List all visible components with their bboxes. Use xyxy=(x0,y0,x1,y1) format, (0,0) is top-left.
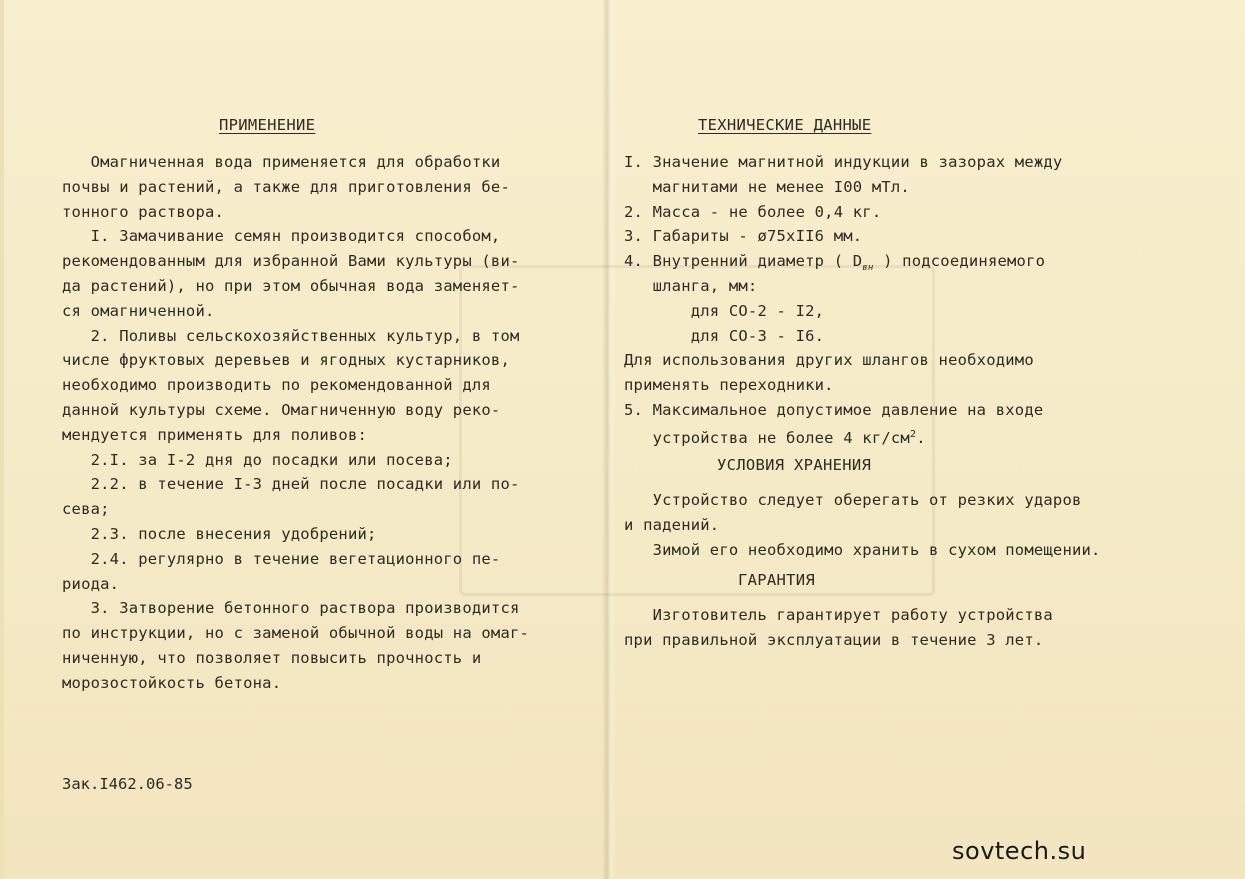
text-line: риода. xyxy=(62,574,120,593)
text-line: да растений), но при этом обычная вода заменяет- xyxy=(62,276,520,295)
text-line: I. Замачивание семян производится способом, xyxy=(62,227,501,246)
pressure-end: . xyxy=(916,428,926,447)
text-line: при правильной эксплуатации в течение 3 лет. xyxy=(624,630,1044,649)
pressure-text: устройства не более 4 кг/см xyxy=(624,428,910,447)
text-line: 5. Максимальное допустимое давление на входе xyxy=(624,400,1044,419)
order-number: Зак.I462.06-85 xyxy=(62,775,193,793)
site-watermark: sovtech.su xyxy=(952,837,1087,865)
text-line: магнитами не менее I00 мТл. xyxy=(624,177,910,196)
text-line: числе фруктовых деревьев и ягодных кустарников, xyxy=(62,351,510,370)
text-line: 3. Габариты - ø75xII6 мм. xyxy=(624,227,863,246)
warranty-text xyxy=(624,603,1184,653)
diameter-line xyxy=(624,249,1184,274)
text-line: 2.3. после внесения удобрений; xyxy=(62,524,377,543)
text-line: шланга, мм: xyxy=(624,276,758,295)
heading-warranty: ГАРАНТИЯ xyxy=(738,571,816,589)
text-line: по инструкции, но с заменой обычной воды на омаг- xyxy=(62,624,530,643)
text-line: Омагниченная вода применяется для обработки xyxy=(62,153,501,171)
heading-application: ПРИМЕНЕНИЕ xyxy=(219,116,316,134)
text-line: и падений. xyxy=(624,515,720,534)
heading-storage: УСЛОВИЯ ХРАНЕНИЯ xyxy=(717,456,872,474)
diameter-subscript: вн xyxy=(862,263,874,274)
text-line: для СО-2 - I2, xyxy=(624,301,825,320)
diameter-label: 4. Внутренний диаметр ( D xyxy=(624,252,863,271)
text-line: 3. Затворение бетонного раствора производится xyxy=(62,599,520,618)
text-line: I. Значение магнитной индукции в зазорах между xyxy=(624,153,1063,171)
text-line: ся омагниченной. xyxy=(62,301,215,320)
text-line: Устройство следует оберегать от резких ударов xyxy=(624,491,1082,509)
text-line: Для использования других шлангов необходимо xyxy=(624,351,1034,370)
storage-text xyxy=(624,488,1184,562)
text-line: рекомендованным для избранной Вами культуры (ви- xyxy=(62,252,520,271)
text-line: ниченную, что позволяет повысить прочность и xyxy=(62,648,482,667)
text-line: 2. Поливы сельскохозяйственных культур, в том xyxy=(62,326,520,345)
text-line: для СО-3 - I6. xyxy=(624,326,825,345)
text-line: необходимо производить по рекомендованной для xyxy=(62,376,491,395)
text-line: применять переходники. xyxy=(624,376,834,395)
text-line: сева; xyxy=(62,500,110,519)
text-line: мендуется применять для поливов: xyxy=(62,425,368,444)
text-line: 2.4. регулярно в течение вегетационного пе- xyxy=(62,549,501,568)
text-line: 2.I. за I-2 дня до посадки или посева; xyxy=(62,450,453,469)
text-line: Изготовитель гарантирует работу устройства xyxy=(624,606,1053,624)
text-line: данной культуры схеме. Омагниченную воду реко- xyxy=(62,400,501,419)
technical-data-list xyxy=(624,150,1184,448)
left-page-body xyxy=(62,150,582,696)
text-line: морозостойкость бетона. xyxy=(62,673,282,692)
text-line: тонного раствора. xyxy=(62,202,225,221)
diameter-tail: ) подсоединяемого xyxy=(883,252,1046,271)
text-line: 2. Масса - не более 0,4 кг. xyxy=(624,202,882,221)
pressure-line xyxy=(624,423,1184,448)
text-line: Зимой его необходимо хранить в сухом помещении. xyxy=(624,540,1101,559)
heading-technical-data: ТЕХНИЧЕСКИЕ ДАННЫЕ xyxy=(698,116,872,134)
text-line: почвы и растений, а также для приготовления бе- xyxy=(62,177,510,196)
pressure-superscript: 2 xyxy=(909,428,917,440)
text-line: 2.2. в течение I-3 дней после посадки или по- xyxy=(62,475,520,494)
